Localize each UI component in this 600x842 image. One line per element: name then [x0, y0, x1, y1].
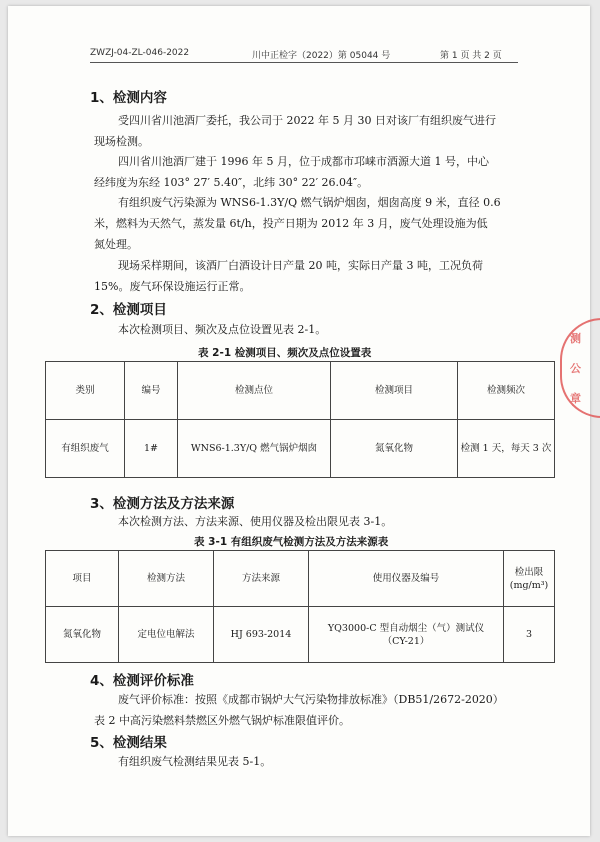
- table-cell: 3: [504, 607, 555, 663]
- detection-limit-unit: (mg/m³): [509, 579, 549, 591]
- section3-title: 3、检测方法及方法来源: [90, 496, 235, 512]
- table-cell: 有组织废气: [46, 420, 125, 478]
- section5-title: 5、检测结果: [90, 735, 167, 751]
- instrument-name: YQ3000-C 型自动烟尘（气）测试仪: [327, 622, 485, 634]
- table-row: [46, 607, 555, 663]
- table-3-1: [45, 550, 555, 663]
- s2-intro: 本次检测项目、频次及点位设置见表 2-1。: [118, 323, 327, 336]
- s1-para1-line1: 受四川省川池酒厂委托，我公司于 2022 年 5 月 30 日对该厂有组织废气进行: [118, 114, 496, 127]
- table-cell: 氮氧化物: [331, 420, 458, 478]
- seal-char: 公: [570, 362, 581, 375]
- s1-para1-line2: 现场检测。: [94, 135, 149, 148]
- s1-para3-line3: 氮处理。: [94, 238, 138, 251]
- document-page: [8, 6, 590, 836]
- s5-line1: 有组织废气检测结果见表 5-1。: [118, 755, 272, 768]
- table-header-cell: 检测频次: [458, 362, 555, 420]
- table-header-cell: 检测点位: [178, 362, 331, 420]
- table-cell: WNS6-1.3Y/Q 燃气锅炉烟囱: [178, 420, 331, 478]
- section2-title: 2、检测项目: [90, 302, 167, 318]
- table-header-cell: 检测方法: [119, 551, 214, 607]
- table-cell: HJ 693-2014: [214, 607, 309, 663]
- s3-intro: 本次检测方法、方法来源、使用仪器及检出限见表 3-1。: [118, 515, 393, 528]
- s4-line2: 表 2 中高污染燃料禁燃区外燃气锅炉标准限值评价。: [94, 714, 350, 727]
- table-2-1: [45, 361, 555, 478]
- table-header-cell: 项目: [46, 551, 119, 607]
- s1-para4-line2: 15%。废气环保设施运行正常。: [94, 280, 251, 293]
- table-2-1-caption: 表 2-1 检测项目、频次及点位设置表: [198, 347, 372, 359]
- s1-para2-line1: 四川省川池酒厂建于 1996 年 5 月，位于成都市邛崃市酒源大道 1 号，中心: [118, 155, 489, 168]
- seal-char: 章: [570, 392, 581, 405]
- detection-limit-label: 检出限: [514, 566, 544, 578]
- table-header-cell: 检测项目: [331, 362, 458, 420]
- table-cell: 1#: [125, 420, 178, 478]
- table-cell: 定电位电解法: [119, 607, 214, 663]
- table-cell: [309, 607, 504, 663]
- table-header-row: [46, 551, 555, 607]
- s1-para2-line2: 经纬度为东经 103° 27′ 5.40″，北纬 30° 22′ 26.04″。: [94, 176, 369, 189]
- seal-char: 测: [570, 332, 581, 345]
- report-number: 川中正检字（2022）第 05044 号: [252, 51, 391, 61]
- table-row: [46, 420, 555, 478]
- table-header-cell: 使用仪器及编号: [309, 551, 504, 607]
- table-cell: 检测 1 天，每天 3 次: [458, 420, 555, 478]
- table-cell: 氮氧化物: [46, 607, 119, 663]
- s1-para3-line1: 有组织废气污染源为 WNS6-1.3Y/Q 燃气锅炉烟囱，烟囱高度 9 米，直径 0.6: [118, 196, 501, 209]
- page-info: 第 1 页 共 2 页: [440, 51, 502, 61]
- s1-para4-line1: 现场采样期间，该酒厂白酒设计日产量 20 吨，实际日产量 3 吨，工况负荷: [118, 259, 483, 272]
- instrument-id: （CY-21）: [382, 635, 430, 647]
- doc-code: ZWZJ-04-ZL-046-2022: [90, 48, 190, 58]
- table-header-cell: [504, 551, 555, 607]
- table-header-cell: 方法来源: [214, 551, 309, 607]
- section4-title: 4、检测评价标准: [90, 673, 194, 689]
- header-divider: [90, 62, 518, 63]
- table-header-cell: 类别: [46, 362, 125, 420]
- s1-para3-line2: 米，燃料为天然气，蒸发量 6t/h，投产日期为 2012 年 3 月，废气处理设施为低: [94, 217, 488, 230]
- s4-line1: 废气评价标准：按照《成都市锅炉大气污染物排放标准》（DB51/2672-2020）: [118, 693, 504, 706]
- table-header-cell: 编号: [125, 362, 178, 420]
- section1-title: 1、检测内容: [90, 90, 167, 106]
- table-header-row: [46, 362, 555, 420]
- table-3-1-caption: 表 3-1 有组织废气检测方法及方法来源表: [194, 536, 389, 548]
